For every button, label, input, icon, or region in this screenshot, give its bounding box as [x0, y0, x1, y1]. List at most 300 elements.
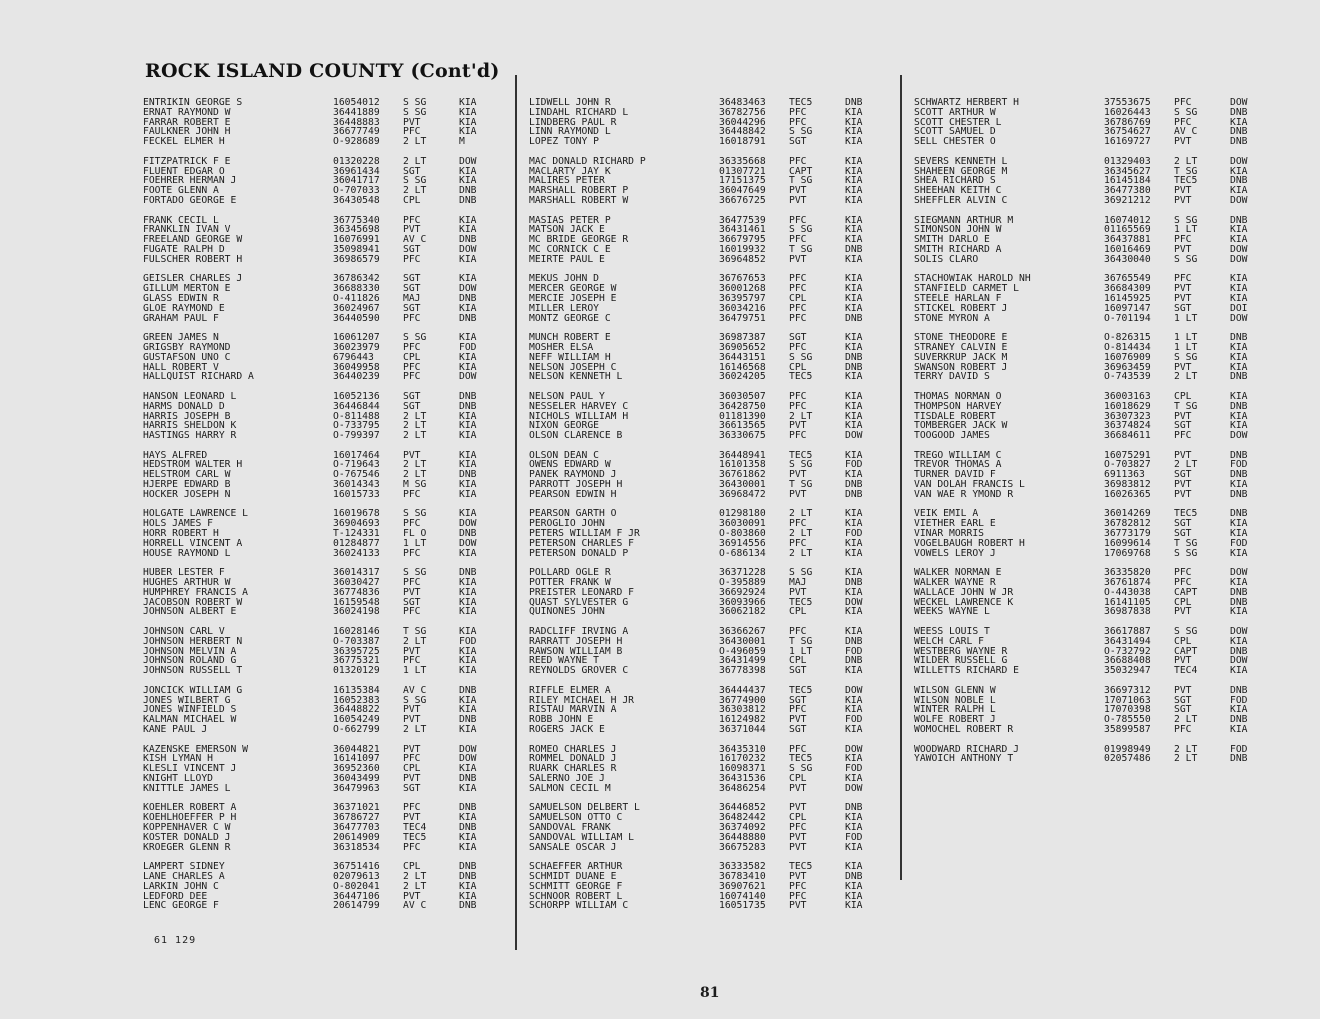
roster-entry: [529, 235, 899, 245]
roster-entry: [914, 460, 1284, 470]
entry-rank: CAPT: [789, 166, 813, 177]
entry-status: DOW: [845, 783, 863, 794]
entry-serial: 36677749: [333, 127, 380, 138]
entry-name: STACHOWIAK HAROLD NH: [914, 274, 1031, 285]
roster-entry: [143, 598, 513, 608]
entry-rank: PFC: [789, 822, 807, 833]
entry-status: FOD: [845, 715, 863, 725]
entry-rank: CPL: [1174, 597, 1192, 608]
entry-name: GREEN JAMES N: [143, 333, 219, 343]
roster-group: [914, 686, 1284, 735]
entry-serial: 36774836: [333, 587, 380, 598]
roster-group: [914, 451, 1284, 500]
roster-entry: [529, 813, 899, 823]
entry-rank: 2 LT: [1174, 754, 1198, 765]
roster-entry: [529, 431, 899, 441]
roster-entry: [529, 108, 899, 118]
roster-group: [914, 568, 1284, 617]
entry-serial: 16026443: [1104, 107, 1151, 118]
entry-status: DOW: [845, 431, 863, 441]
entry-serial: 36307323: [1104, 411, 1151, 422]
roster-entry: [529, 715, 899, 725]
entry-serial: 16015733: [333, 489, 380, 500]
entry-status: KIA: [845, 303, 863, 314]
entry-status: KIA: [1230, 548, 1248, 559]
entry-rank: PFC: [789, 627, 807, 637]
entry-serial: 36014269: [1104, 509, 1151, 520]
entry-rank: CPL: [789, 773, 807, 784]
entry-name: POTTER FRANK W: [529, 578, 611, 588]
entry-status: FOD: [459, 342, 477, 353]
roster-entry: [143, 862, 513, 872]
entry-rank: CPL: [789, 813, 807, 823]
entry-status: KIA: [459, 176, 477, 187]
entry-serial: 36987838: [1104, 607, 1151, 618]
entry-name: SALERNO JOE J: [529, 773, 605, 784]
entry-serial: 16061207: [333, 333, 380, 343]
entry-name: GEISLER CHARLES J: [143, 274, 243, 285]
entry-name: RAWSON WILLIAM B: [529, 646, 623, 657]
roster-entry: [529, 529, 899, 539]
entry-name: TISDALE ROBERT: [914, 411, 996, 422]
entry-name: LINDAHL RICHARD L: [529, 107, 629, 118]
roster-entry: [914, 745, 1284, 755]
entry-status: DOW: [459, 519, 477, 530]
entry-serial: 16099614: [1104, 538, 1151, 549]
entry-status: DNB: [459, 529, 477, 539]
entry-status: KIA: [1230, 705, 1248, 716]
roster-entry: [914, 118, 1284, 128]
entry-name: STANFIELD CARMET L: [914, 284, 1019, 294]
roster-entry: [529, 98, 899, 108]
entry-rank: PVT: [1174, 489, 1192, 500]
entry-rank: TEC5: [789, 754, 813, 765]
roster-entry: [914, 186, 1284, 196]
entry-rank: PVT: [789, 901, 807, 912]
roster-entry: [143, 872, 513, 882]
entry-status: KIA: [1230, 578, 1248, 588]
entry-status: KIA: [845, 842, 863, 853]
entry-rank: PVT: [1174, 186, 1192, 196]
entry-rank: S SG: [789, 568, 813, 579]
entry-status: DOW: [845, 685, 863, 696]
entry-serial: 36448822: [333, 705, 380, 716]
entry-serial: 36047649: [719, 186, 766, 196]
entry-name: WOODWARD RICHARD J: [914, 744, 1019, 755]
entry-status: KIA: [459, 460, 477, 471]
entry-name: SCOTT ARTHUR W: [914, 107, 996, 118]
roster-group: [529, 803, 899, 852]
entry-rank: PFC: [789, 117, 807, 128]
roster-entry: [143, 98, 513, 108]
entry-name: ROMMEL DONALD J: [529, 754, 617, 765]
entry-status: KIA: [459, 431, 477, 441]
entry-rank: PFC: [403, 607, 421, 618]
entry-status: DNB: [459, 871, 477, 882]
entry-status: KIA: [459, 627, 477, 637]
entry-status: KIA: [845, 342, 863, 353]
roster-entry: [529, 656, 899, 666]
entry-name: KANE PAUL J: [143, 725, 208, 735]
entry-rank: 2 LT: [403, 421, 427, 432]
roster-entry: [529, 127, 899, 137]
entry-rank: S SG: [789, 460, 813, 471]
entry-name: SHEEHAN KEITH C: [914, 186, 1002, 196]
entry-rank: PVT: [789, 186, 807, 196]
roster-entry: [914, 656, 1284, 666]
entry-serial: 36371021: [333, 803, 380, 814]
entry-serial: 36345698: [333, 225, 380, 236]
entry-rank: PVT: [1174, 685, 1192, 696]
entry-rank: PFC: [403, 803, 421, 814]
entry-status: KIA: [845, 705, 863, 716]
entry-rank: PFC: [789, 215, 807, 226]
entry-name: HOCKER JOSEPH N: [143, 489, 231, 500]
entry-name: KROEGER GLENN R: [143, 842, 231, 853]
roster-group: [143, 627, 513, 676]
entry-status: DOW: [845, 597, 863, 608]
entry-name: PEARSON EDWIN H: [529, 489, 617, 500]
entry-serial: 36961434: [333, 166, 380, 177]
entry-serial: 36684309: [1104, 284, 1151, 294]
entry-status: DNB: [1230, 127, 1248, 138]
entry-status: DOW: [1230, 313, 1248, 324]
roster-entry: [143, 833, 513, 843]
entry-name: QUAST SYLVESTER G: [529, 597, 629, 608]
roster-entry: [143, 588, 513, 598]
entry-serial: 36907621: [719, 881, 766, 892]
entry-status: DNB: [1230, 470, 1248, 481]
roster-entry: [914, 353, 1284, 363]
roster-group: [143, 451, 513, 500]
roster-group: [529, 862, 899, 911]
entry-name: RILEY MICHAEL H JR: [529, 695, 634, 706]
entry-status: KIA: [459, 303, 477, 314]
entry-rank: SGT: [789, 725, 807, 735]
entry-rank: S SG: [1174, 107, 1198, 118]
entry-rank: PFC: [403, 372, 421, 383]
entry-status: DNB: [459, 803, 477, 814]
entry-rank: PVT: [789, 587, 807, 598]
entry-serial: 16141097: [333, 754, 380, 765]
entry-status: KIA: [845, 813, 863, 823]
entry-name: SANDOVAL FRANK: [529, 822, 611, 833]
entry-rank: PFC: [1174, 235, 1192, 245]
entry-serial: 36688330: [333, 284, 380, 294]
roster-entry: [529, 754, 899, 764]
roster-entry: [914, 274, 1284, 284]
entry-name: NEFF WILLIAM H: [529, 352, 611, 363]
entry-name: JOHNSON CARL V: [143, 627, 225, 637]
entry-serial: 36448880: [719, 832, 766, 843]
roster-group: [914, 627, 1284, 676]
entry-name: MOSHER ELSA: [529, 342, 594, 353]
entry-rank: 2 LT: [789, 529, 813, 539]
entry-rank: 1 LT: [1174, 333, 1198, 343]
roster-entry: [529, 509, 899, 519]
roster-group: [914, 509, 1284, 558]
entry-name: NELSON JOSEPH C: [529, 362, 617, 373]
entry-name: WOLFE ROBERT J: [914, 715, 996, 725]
entry-serial: O-732792: [1104, 646, 1151, 657]
entry-rank: PFC: [789, 881, 807, 892]
entry-serial: 36483463: [719, 98, 766, 108]
entry-serial: 36773179: [1104, 529, 1151, 539]
entry-serial: 36437881: [1104, 235, 1151, 245]
entry-status: KIA: [845, 166, 863, 177]
entry-name: VEIK EMIL A: [914, 509, 979, 520]
entry-serial: 36001268: [719, 284, 766, 294]
entry-name: FRANKLIN IVAN V: [143, 225, 231, 236]
roster-entry: [143, 196, 513, 206]
entry-status: KIA: [1230, 352, 1248, 363]
roster-group: [914, 274, 1284, 323]
entry-rank: CAPT: [1174, 646, 1198, 657]
roster-group: [143, 157, 513, 206]
roster-entry: [914, 647, 1284, 657]
entry-status: KIA: [459, 450, 477, 461]
entry-rank: PFC: [789, 342, 807, 353]
entry-status: KIA: [459, 881, 477, 892]
entry-name: HARMS DONALD D: [143, 401, 225, 412]
roster-entry: [529, 460, 899, 470]
roster-group: [529, 686, 899, 735]
entry-name: KOEHLER ROBERT A: [143, 803, 237, 814]
entry-rank: PVT: [789, 871, 807, 882]
entry-status: M: [459, 137, 465, 147]
entry-status: KIA: [1230, 411, 1248, 422]
entry-serial: 36024133: [333, 548, 380, 559]
entry-serial: O-496059: [719, 646, 766, 657]
entry-status: KIA: [845, 176, 863, 187]
entry-status: KIA: [1230, 284, 1248, 294]
entry-rank: SGT: [403, 274, 421, 285]
entry-rank: 2 LT: [403, 881, 427, 892]
entry-rank: PVT: [789, 195, 807, 206]
entry-status: DNB: [1230, 646, 1248, 657]
entry-status: DNB: [1230, 597, 1248, 608]
roster-entry: [143, 186, 513, 196]
entry-serial: 36041717: [333, 176, 380, 187]
entry-name: MASIAS PETER P: [529, 215, 611, 226]
roster-entry: [143, 127, 513, 137]
entry-rank: PVT: [1174, 195, 1192, 206]
entry-rank: S SG: [403, 509, 427, 520]
entry-status: KIA: [459, 127, 477, 138]
entry-name: SELL CHESTER O: [914, 137, 996, 147]
roster-entry: [914, 314, 1284, 324]
entry-status: DNB: [459, 401, 477, 412]
roster-entry: [914, 176, 1284, 186]
entry-status: DNB: [459, 195, 477, 206]
entry-name: LEDFORD DEE: [143, 891, 208, 902]
entry-status: KIA: [459, 362, 477, 373]
entry-status: DOW: [459, 538, 477, 549]
roster-entry: [529, 392, 899, 402]
entry-rank: CPL: [789, 607, 807, 618]
entry-name: PREISTER LEONARD F: [529, 587, 634, 598]
entry-name: VAN DOLAH FRANCIS L: [914, 480, 1025, 490]
entry-name: MARSHALL ROBERT P: [529, 186, 629, 196]
roster-group: [143, 333, 513, 382]
entry-name: JONES WILBERT G: [143, 695, 231, 706]
entry-name: KOPPENHAVER C W: [143, 822, 231, 833]
entry-serial: 35032947: [1104, 666, 1151, 677]
roster-entry: [143, 137, 513, 147]
entry-serial: 36431494: [1104, 636, 1151, 647]
entry-name: FREELAND GEORGE W: [143, 235, 243, 245]
entry-serial: 36775340: [333, 215, 380, 226]
entry-rank: S SG: [789, 764, 813, 774]
entry-serial: 36030427: [333, 578, 380, 588]
entry-serial: 36023979: [333, 342, 380, 353]
roster-entry: [529, 696, 899, 706]
entry-status: KIA: [459, 225, 477, 236]
entry-serial: 16054012: [333, 98, 380, 108]
entry-name: FARRAR ROBERT E: [143, 117, 231, 128]
entry-rank: PFC: [1174, 274, 1192, 285]
entry-status: KIA: [845, 509, 863, 520]
entry-name: QUINONES JOHN: [529, 607, 605, 618]
entry-status: DNB: [1230, 509, 1248, 520]
entry-serial: 36905652: [719, 342, 766, 353]
entry-status: KIA: [459, 832, 477, 843]
entry-name: WINTER RALPH L: [914, 705, 996, 716]
entry-name: NELSON KENNETH L: [529, 372, 623, 383]
entry-rank: 2 LT: [1174, 156, 1198, 167]
entry-status: KIA: [459, 117, 477, 128]
entry-rank: PFC: [403, 656, 421, 667]
entry-rank: TEC5: [789, 372, 813, 383]
roster-entry: [529, 294, 899, 304]
entry-serial: 36783410: [719, 871, 766, 882]
entry-status: KIA: [845, 284, 863, 294]
entry-rank: PVT: [789, 489, 807, 500]
entry-status: DNB: [845, 313, 863, 324]
entry-serial: 16016469: [1104, 244, 1151, 255]
entry-name: JOHNSON RUSSELL T: [143, 666, 243, 677]
entry-serial: 36034216: [719, 303, 766, 314]
roster-entry: [914, 578, 1284, 588]
entry-name: FUGATE RALPH D: [143, 244, 225, 255]
roster-entry: [914, 627, 1284, 637]
entry-rank: PVT: [403, 450, 421, 461]
entry-serial: O-811488: [333, 411, 380, 422]
roster-entry: [529, 372, 899, 382]
entry-rank: 2 LT: [403, 871, 427, 882]
roster-entry: [143, 519, 513, 529]
entry-serial: 36479963: [333, 783, 380, 794]
entry-status: KIA: [459, 578, 477, 588]
entry-rank: PVT: [789, 832, 807, 843]
roster-entry: [143, 216, 513, 226]
roster-entry: [143, 490, 513, 500]
entry-rank: 2 LT: [789, 411, 813, 422]
roster-entry: [143, 451, 513, 461]
entry-rank: PVT: [403, 117, 421, 128]
entry-name: FRANK CECIL L: [143, 215, 219, 226]
entry-rank: T SG: [1174, 401, 1198, 412]
entry-name: TOOGOOD JAMES: [914, 431, 990, 441]
entry-serial: 36688408: [1104, 656, 1151, 667]
entry-serial: 36335668: [719, 156, 766, 167]
roster-group: [529, 392, 899, 441]
entry-name: SANSALE OSCAR J: [529, 842, 617, 853]
roster-entry: [143, 509, 513, 519]
roster-column-1: [143, 98, 513, 921]
entry-rank: SGT: [403, 391, 421, 402]
entry-serial: 16018629: [1104, 401, 1151, 412]
entry-rank: PFC: [403, 489, 421, 500]
roster-group: [529, 509, 899, 558]
entry-status: KIA: [459, 274, 477, 285]
roster-entry: [529, 196, 899, 206]
entry-name: PARROTT JOSEPH H: [529, 480, 623, 490]
roster-entry: [143, 725, 513, 735]
entry-name: VAN WAE R YMOND R: [914, 489, 1014, 500]
entry-name: GLASS EDWIN R: [143, 293, 219, 304]
entry-name: WILSON NOBLE L: [914, 695, 996, 706]
entry-rank: 2 LT: [403, 460, 427, 471]
entry-name: KNIGHT LLOYD: [143, 773, 213, 784]
entry-serial: 16074012: [1104, 215, 1151, 226]
entry-serial: 16052383: [333, 695, 380, 706]
entry-serial: 36904693: [333, 519, 380, 530]
entry-name: KISH LYMAN H: [143, 754, 213, 765]
entry-name: HASTINGS HARRY R: [143, 431, 237, 441]
entry-serial: 16028146: [333, 627, 380, 637]
entry-serial: 01298180: [719, 509, 766, 520]
entry-status: KIA: [1230, 519, 1248, 530]
entry-name: STONE MYRON A: [914, 313, 990, 324]
entry-status: FOD: [1230, 460, 1248, 471]
entry-status: KIA: [1230, 529, 1248, 539]
entry-status: FOD: [1230, 744, 1248, 755]
entry-rank: SGT: [403, 401, 421, 412]
entry-serial: 36044821: [333, 744, 380, 755]
roster-entry: [143, 745, 513, 755]
entry-name: SHAHEEN GEORGE M: [914, 166, 1008, 177]
roster-entry: [914, 519, 1284, 529]
entry-rank: SGT: [1174, 705, 1192, 716]
entry-name: VOWELS LEROY J: [914, 548, 996, 559]
roster-entry: [143, 705, 513, 715]
entry-status: DNB: [1230, 401, 1248, 412]
entry-rank: 1 LT: [789, 646, 813, 657]
entry-status: FOD: [845, 460, 863, 471]
entry-serial: 01307721: [719, 166, 766, 177]
entry-status: DOW: [459, 744, 477, 755]
entry-name: SCHORPP WILLIAM C: [529, 901, 629, 912]
entry-name: VIETHER EARL E: [914, 519, 996, 530]
roster-entry: [914, 137, 1284, 147]
entry-name: HARRIS JOSEPH B: [143, 411, 231, 422]
entry-serial: 36477539: [719, 215, 766, 226]
entry-status: DNB: [1230, 715, 1248, 725]
entry-rank: PFC: [403, 342, 421, 353]
entry-name: MERCER GEORGE W: [529, 284, 617, 294]
roster-entry: [529, 451, 899, 461]
entry-serial: T-124331: [333, 529, 380, 539]
entry-status: DOW: [1230, 431, 1248, 441]
roster-entry: [529, 568, 899, 578]
entry-serial: 20614909: [333, 832, 380, 843]
entry-serial: 36440590: [333, 313, 380, 324]
roster-entry: [143, 108, 513, 118]
roster-entry: [529, 225, 899, 235]
entry-serial: 36395725: [333, 646, 380, 657]
roster-entry: [529, 803, 899, 813]
